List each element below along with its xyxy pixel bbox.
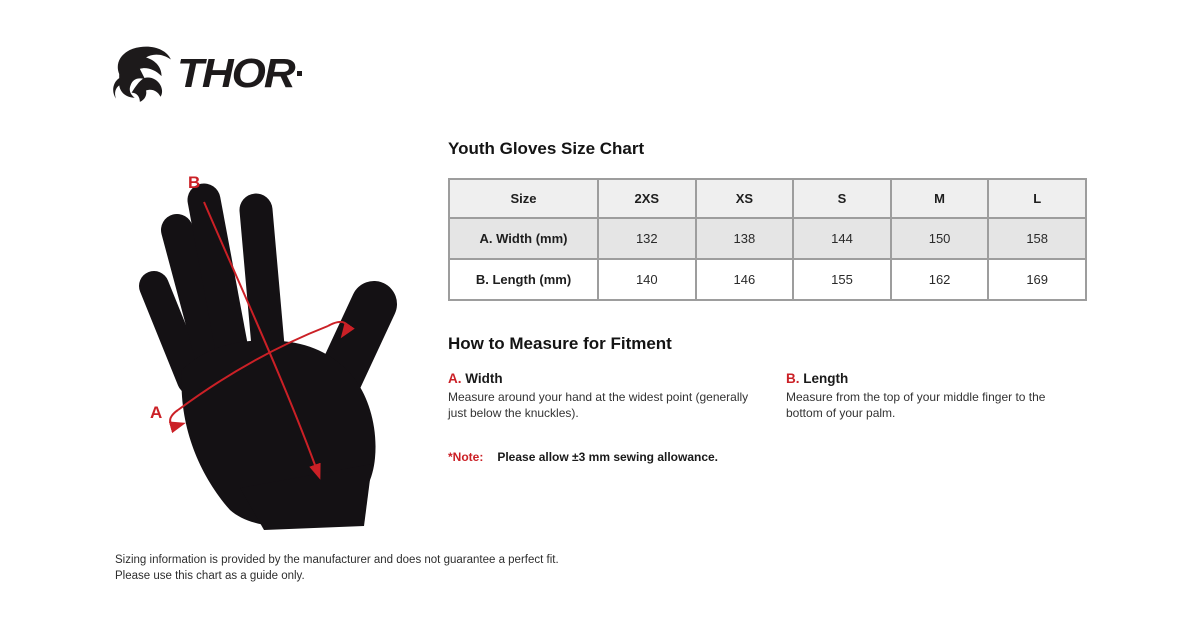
measure-width-heading xyxy=(448,371,756,386)
width-l: 158 xyxy=(988,218,1086,259)
length-l: 169 xyxy=(988,259,1086,300)
table-row-width xyxy=(449,218,1086,259)
measure-length-heading xyxy=(786,371,1085,386)
measure-width-letter: A. xyxy=(448,371,462,386)
row-label-width: A. Width (mm) xyxy=(449,218,598,259)
width-s: 144 xyxy=(793,218,891,259)
row-label-length: B. Length (mm) xyxy=(449,259,598,300)
measure-width-block xyxy=(448,371,786,421)
width-xs: 138 xyxy=(696,218,794,259)
sewing-allowance-note xyxy=(448,450,1085,464)
col-header-s: S xyxy=(793,179,891,218)
disclaimer xyxy=(115,552,559,585)
width-m: 150 xyxy=(891,218,989,259)
thor-logo xyxy=(113,42,302,106)
measure-width-title: Width xyxy=(465,371,503,386)
note-text: Please allow ±3 mm sewing allowance. xyxy=(497,450,719,465)
size-chart-title: Youth Gloves Size Chart xyxy=(448,139,645,158)
width-2xs: 132 xyxy=(598,218,696,259)
table-header-row xyxy=(449,179,1086,218)
disclaimer-line-2: Please use this chart as a guide only. xyxy=(115,570,305,583)
measure-instructions xyxy=(448,371,1085,421)
note-label: *Note: xyxy=(448,450,484,465)
size-chart-table xyxy=(448,178,1087,301)
length-xs: 146 xyxy=(696,259,794,300)
length-s: 155 xyxy=(793,259,891,300)
measure-width-description: Measure around your hand at the widest point (generally just below the knuckles). xyxy=(448,390,749,420)
col-header-2xs: 2XS xyxy=(598,179,696,218)
length-2xs: 140 xyxy=(598,259,696,300)
glove-silhouette xyxy=(154,200,376,530)
measure-section-title: How to Measure for Fitment xyxy=(448,334,672,353)
col-header-l: L xyxy=(988,179,1086,218)
col-header-m: M xyxy=(891,179,989,218)
size-chart-content xyxy=(448,139,1085,464)
measure-length-block xyxy=(786,371,1085,421)
length-m: 162 xyxy=(891,259,989,300)
thor-goat-head-icon xyxy=(113,42,175,106)
measure-length-description: Measure from the top of your middle finger to the bottom of your palm. xyxy=(786,390,1046,420)
col-header-size: Size xyxy=(449,179,598,218)
measure-length-letter: B. xyxy=(786,371,800,386)
col-header-xs: XS xyxy=(696,179,794,218)
trademark-dot xyxy=(297,71,302,76)
table-row-length xyxy=(449,259,1086,300)
figure-label-b: B xyxy=(188,173,201,192)
glove-measurement-figure xyxy=(122,158,422,530)
disclaimer-line-1: Sizing information is provided by the manufacturer and does not guarantee a perfect fit. xyxy=(115,554,559,566)
measure-length-title: Length xyxy=(803,371,849,386)
thor-wordmark: THOR xyxy=(177,51,294,97)
figure-label-a: A xyxy=(150,403,163,422)
